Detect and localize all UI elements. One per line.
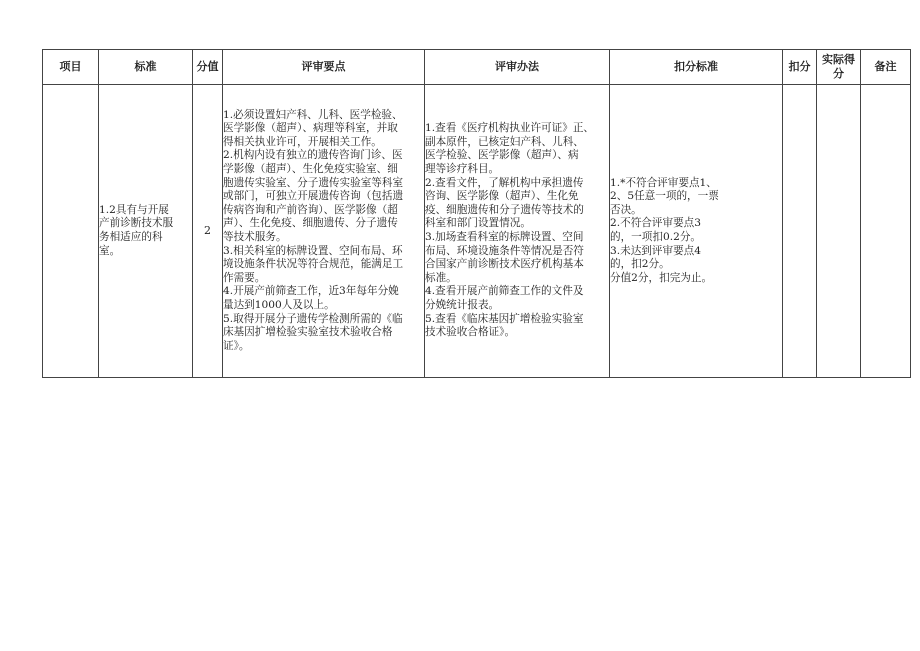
cell-points: 2 [193, 85, 223, 378]
table-row [43, 85, 911, 378]
header-project: 项目 [43, 50, 99, 85]
evaluation-table [42, 49, 911, 378]
header-remarks: 备注 [861, 50, 911, 85]
cell-actual-score [817, 85, 861, 378]
header-deduction: 扣分 [783, 50, 817, 85]
cell-remarks [861, 85, 911, 378]
header-actual-score: 实际得分 [817, 50, 861, 85]
header-method: 评审办法 [425, 50, 610, 85]
cell-deduction-standard: 1.*不符合评审要点1、 2、5任意一项的，一票 否决。 2.不符合评审要点3 的，一项扣0.2分。 3.未达到评审要点4 的，扣2分。 分值2分，扣完为止。 [610, 85, 783, 378]
header-points: 分值 [193, 50, 223, 85]
header-deduction-standard: 扣分标准 [610, 50, 783, 85]
cell-key-points: 1.必须设置妇产科、儿科、医学检验、 医学影像（超声）、病理等科室，并取 得相关执业许可，开展相关工作。 2.机构内设有独立的遗传咨询门诊、医 学影像（超声）、生化免疫实验室、细 胞遗传实验室、分子遗传实验室等科室 或部门，可独立开展遗传咨询（包括遗 传病咨询和产前咨询）、医学影像（超 声）、生化免疫、细胞遗传、分子遗传 等技术服务。 3.相关科室的标牌设置、空间布局、环 境设施条件状况等符合规范，能满足工 作需要。 4.开展产前筛查工作，近3年每年分娩 量达到1000人及以上。 5.取得开展分子遗传学检测所需的《临 床基因扩增检验实验室技术验收合格 证》。 [223, 85, 425, 378]
cell-project [43, 85, 99, 378]
header-standard: 标准 [99, 50, 193, 85]
cell-standard: 1.2具有与开展 产前诊断技术服 务相适应的科 室。 [99, 85, 193, 378]
cell-deduction [783, 85, 817, 378]
header-row [43, 50, 911, 85]
cell-method: 1.查看《医疗机构执业许可证》正、 副本原件，已核定妇产科、儿科、 医学检验、医学影像（超声）、病 理等诊疗科目。 2.查看文件，了解机构中承担遗传 咨询、医学影像（超声）、生化免 疫、细胞遗传和分子遗传等技术的 科室和部门设置情况。 3.加场查看科室的标牌设置、空间 布局、环境设施条件等情况是否符 合国家产前诊断技术医疗机构基本 标准。 4.查看开展产前筛查工作的文件及 分娩统计报表。 5.查看《临床基因扩增检验实验室 技术验收合格证》。 [425, 85, 610, 378]
header-key-points: 评审要点 [223, 50, 425, 85]
